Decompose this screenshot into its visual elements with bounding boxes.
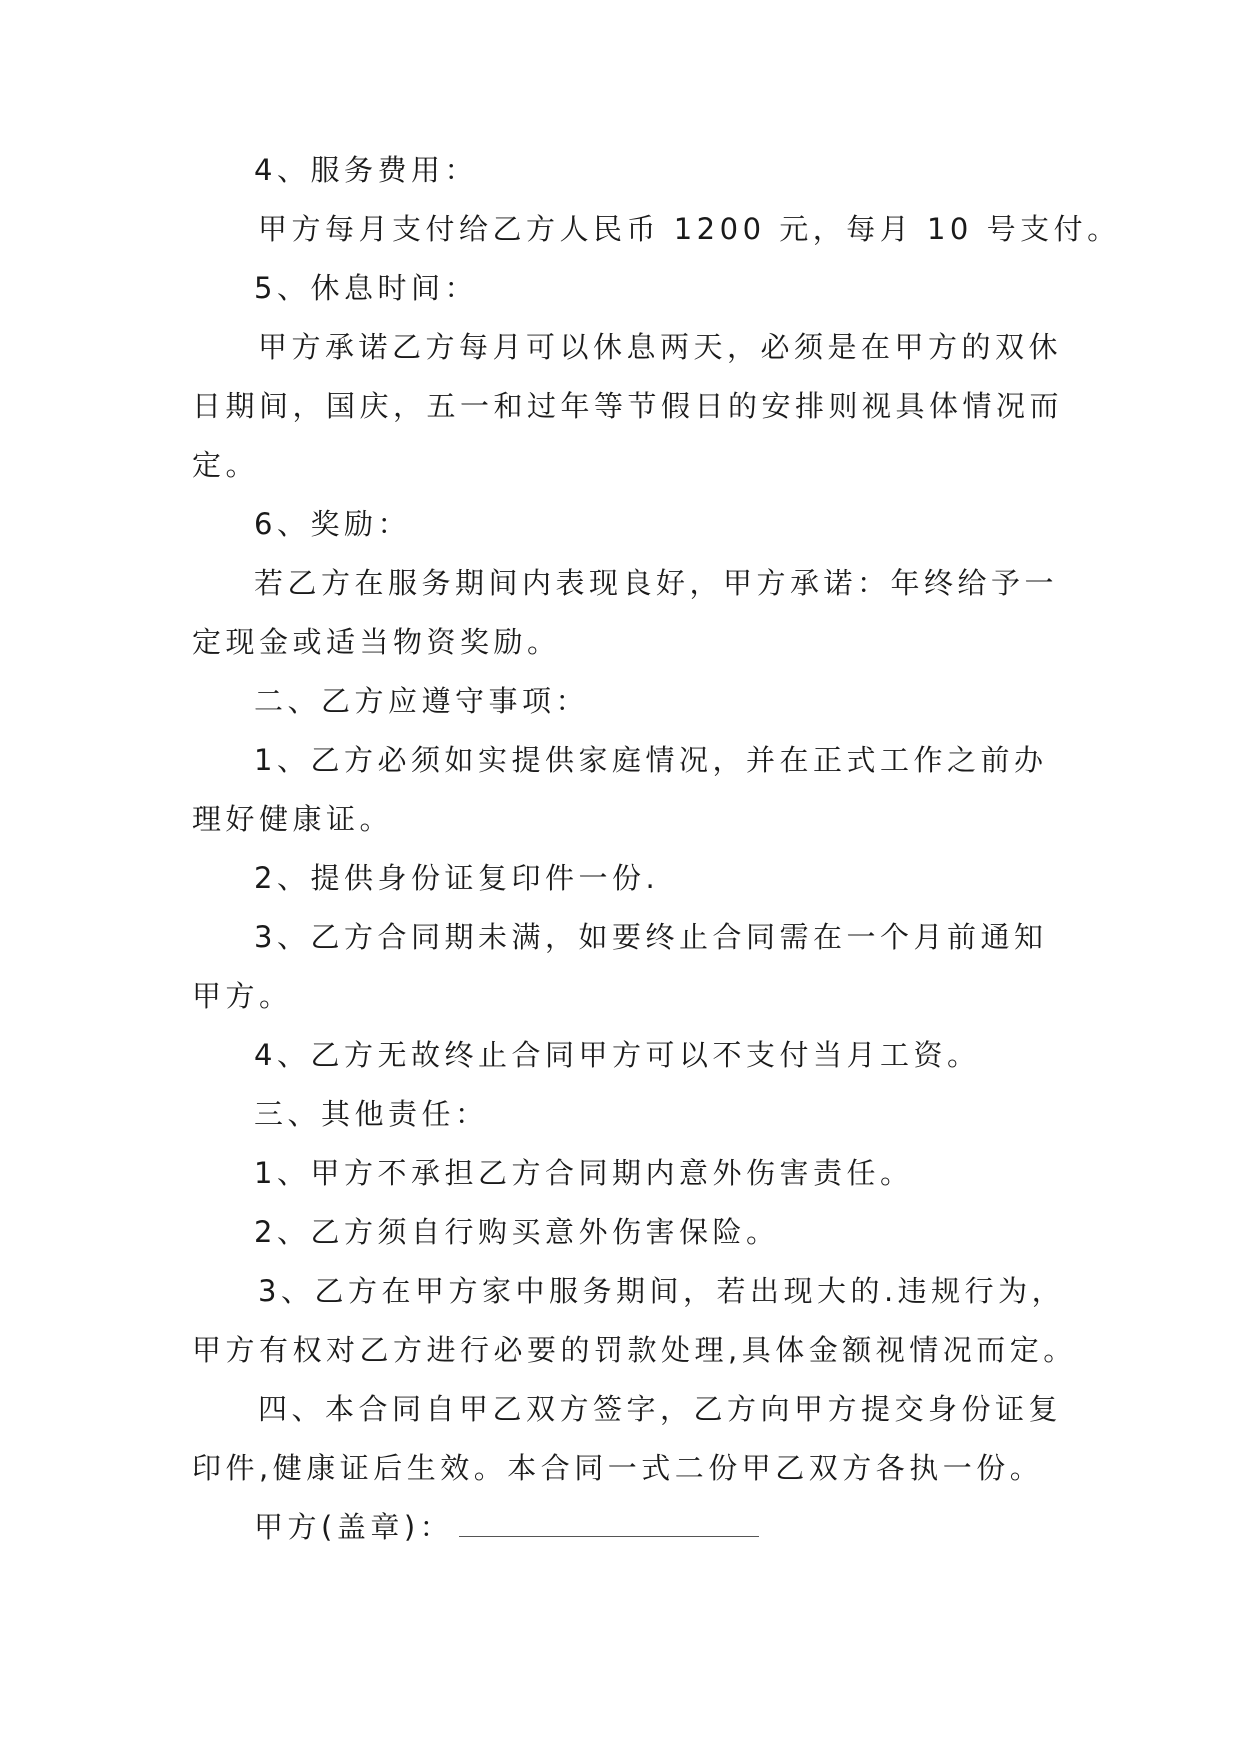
- paragraph-line: 甲方。: [192, 979, 293, 1013]
- paragraph-line: 3、乙方合同期未满，如要终止合同需在一个月前通知: [254, 920, 1048, 954]
- section-heading-rest-time: 5、休息时间：: [254, 271, 478, 305]
- paragraph-line: 定现金或适当物资奖励。: [192, 625, 561, 659]
- paragraph-line: 印件,健康证后生效。本合同一式二份甲乙双方各执一份。: [192, 1451, 1044, 1485]
- section-heading-service-fee: 4、服务费用：: [254, 153, 478, 187]
- paragraph-line: 4、乙方无故终止合同甲方可以不支付当月工资。: [254, 1038, 981, 1072]
- signature-row: [0, 1507, 1241, 1547]
- paragraph-line: 3、乙方在甲方家中服务期间，若出现大的.违规行为，: [258, 1274, 1066, 1308]
- paragraph-line: 理好健康证。: [192, 802, 394, 836]
- paragraph-line: 四、本合同自甲乙双方签字，乙方向甲方提交身份证复: [258, 1392, 1063, 1426]
- paragraph-line: 2、提供身份证复印件一份.: [254, 861, 660, 895]
- paragraph-line: 日期间，国庆，五一和过年等节假日的安排则视具体情况而: [192, 389, 1064, 423]
- paragraph-line: 定。: [192, 448, 260, 482]
- paragraph-line: 甲方承诺乙方每月可以休息两天，必须是在甲方的双休: [258, 330, 1063, 364]
- section-heading-other-responsibilities: 三、其他责任：: [254, 1097, 489, 1131]
- signature-blank-line: [459, 1510, 759, 1537]
- signature-label: 甲方(盖章)：: [254, 1510, 454, 1544]
- paragraph-line: 1、乙方必须如实提供家庭情况，并在正式工作之前办: [254, 743, 1048, 777]
- paragraph-line: 若乙方在服务期间内表现良好，甲方承诺：年终给予一: [254, 566, 1059, 600]
- paragraph-line: 甲方每月支付给乙方人民币 1200 元，每月 10 号支付。: [258, 212, 1121, 246]
- paragraph-line: 2、乙方须自行购买意外伤害保险。: [254, 1215, 780, 1249]
- section-heading-party-b-obligations: 二、乙方应遵守事项：: [254, 684, 590, 718]
- paragraph-line: 甲方有权对乙方进行必要的罚款处理,具体金额视情况而定。: [192, 1333, 1077, 1367]
- paragraph-line: 1、甲方不承担乙方合同期内意外伤害责任。: [254, 1156, 914, 1190]
- section-heading-reward: 6、奖励：: [254, 507, 411, 541]
